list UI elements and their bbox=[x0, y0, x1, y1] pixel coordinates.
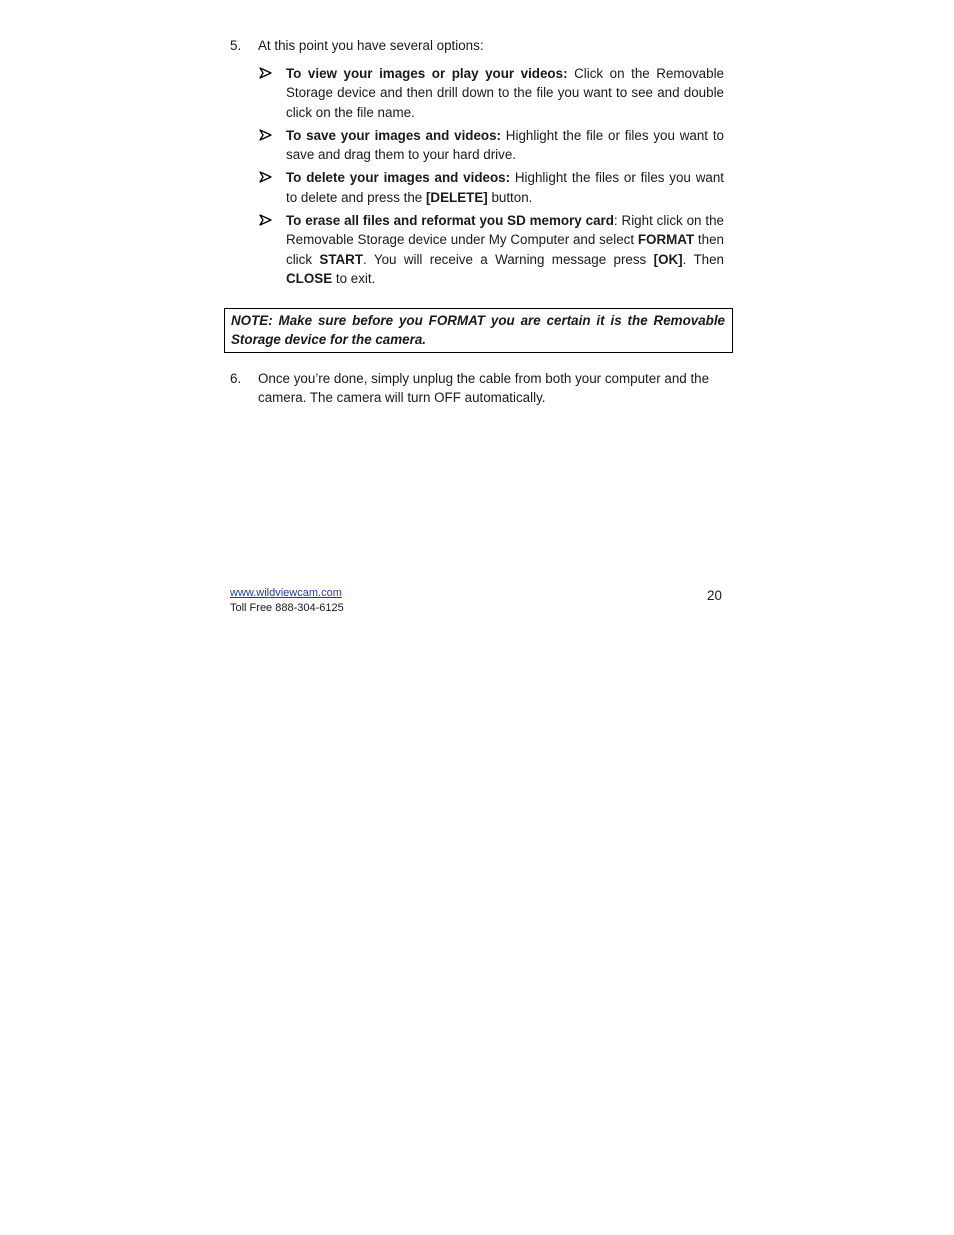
ok-keyword: [OK] bbox=[653, 251, 683, 267]
step-5 bbox=[230, 36, 724, 55]
page-number: 20 bbox=[707, 588, 722, 603]
option-text-end: to exit. bbox=[332, 270, 376, 286]
option-delete bbox=[258, 168, 724, 207]
option-text: . Then bbox=[682, 251, 724, 267]
step-text: At this point you have several options: bbox=[258, 38, 484, 53]
step-6 bbox=[230, 369, 724, 408]
website-link[interactable]: www.wildviewcam.com bbox=[230, 587, 342, 599]
option-text: Click on the Removable Storage device and then drill down to the file you want to see and double click on the file name. bbox=[286, 66, 724, 120]
step-number: 6. bbox=[230, 371, 242, 386]
option-text: . You will receive a Warning message press bbox=[363, 251, 654, 267]
toll-free-phone: Toll Free 888-304-6125 bbox=[230, 602, 344, 614]
option-title: To view your images or play your videos: bbox=[286, 66, 568, 81]
option-text: : Right click on the Removable Storage device under My Computer and select bbox=[286, 213, 724, 248]
options-list bbox=[258, 64, 724, 292]
arrow-bullet-icon bbox=[258, 211, 274, 230]
option-text: Highlight the file or files you want to save and drag them to your hard drive. bbox=[286, 127, 724, 163]
option-text-end: button. bbox=[487, 189, 533, 205]
step-number: 5. bbox=[230, 38, 242, 53]
delete-key: [DELETE] bbox=[425, 189, 488, 205]
option-text: Highlight the files or files you want to delete and press the bbox=[286, 170, 724, 205]
option-view bbox=[258, 64, 724, 122]
arrow-bullet-icon bbox=[258, 168, 274, 187]
start-keyword: START bbox=[319, 251, 364, 267]
format-note-box: NOTE: Make sure before you FORMAT you are certain it is the Removable Storage device for the camera. bbox=[224, 308, 733, 353]
option-title: To save your images and videos: bbox=[286, 127, 501, 143]
format-keyword: FORMAT bbox=[637, 232, 695, 248]
step-text: Once you’re done, simply unplug the cable from both your computer and the camera. The camera will turn OFF automatically. bbox=[258, 371, 710, 406]
option-title: To delete your images and videos: bbox=[286, 170, 511, 186]
close-keyword: CLOSE bbox=[286, 270, 333, 286]
option-title: To erase all files and reformat you SD memory card bbox=[286, 213, 614, 229]
arrow-bullet-icon bbox=[258, 126, 274, 145]
option-erase bbox=[258, 211, 724, 288]
arrow-bullet-icon bbox=[258, 64, 274, 83]
option-text: then click bbox=[286, 232, 724, 267]
option-save bbox=[258, 126, 724, 165]
